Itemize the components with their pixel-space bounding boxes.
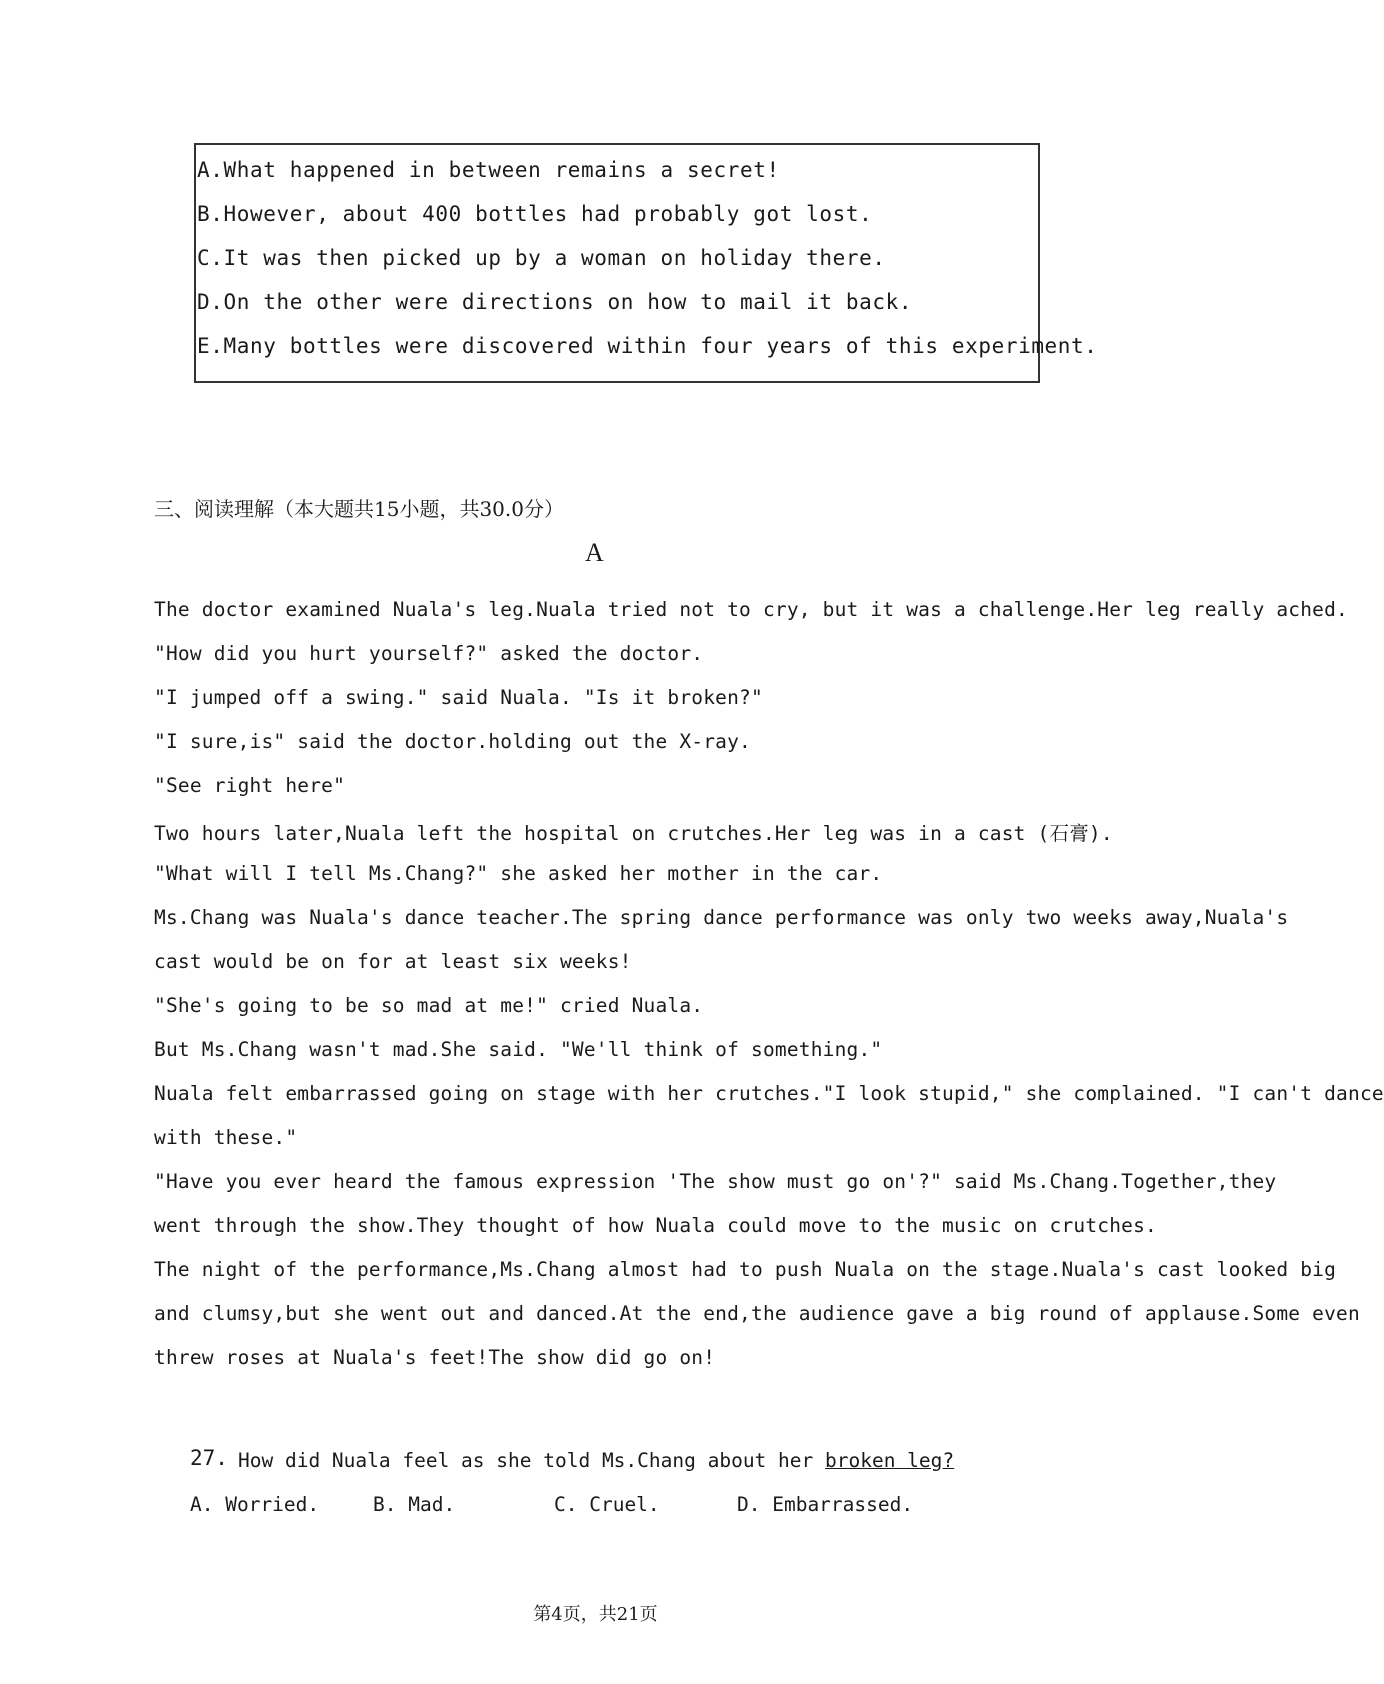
- passage-line: with these.": [154, 1126, 298, 1149]
- options-box: [194, 143, 1098, 383]
- passage-line: Nuala felt embarrassed going on stage with her crutches."I look stupid," she complained. "I can't dance: [154, 1082, 1384, 1105]
- question-text: [238, 1449, 954, 1472]
- passage-line: threw roses at Nuala's feet!The show did go on!: [154, 1346, 716, 1369]
- choice-b[interactable]: B. Mad.: [373, 1493, 456, 1516]
- passage-line: "She's going to be so mad at me!" cried Nuala.: [154, 994, 704, 1017]
- choice-d[interactable]: D. Embarrassed.: [737, 1493, 914, 1516]
- passage-line: But Ms.Chang wasn't mad.She said. "We'll think of something.": [154, 1038, 883, 1061]
- passage-line: The doctor examined Nuala's leg.Nuala tried not to cry, but it was a challenge.Her leg really ached.: [154, 598, 1348, 621]
- passage-line: "How did you hurt yourself?" asked the doctor.: [154, 642, 704, 665]
- option-c: C.It was then picked up by a woman on holiday there.: [197, 246, 886, 270]
- question-stem: How did Nuala feel as she told Ms.Chang about her: [238, 1449, 825, 1472]
- passage-line: Two hours later,Nuala left the hospital on crutches.Her leg was in a cast (石膏).: [154, 822, 1113, 845]
- passage-line: "I sure,is" said the doctor.holding out the X-ray.: [154, 730, 751, 753]
- option-a: A.What happened in between remains a secret!: [197, 158, 780, 182]
- question-number: 27.: [190, 1446, 228, 1470]
- passage-line: cast would be on for at least six weeks!: [154, 950, 632, 973]
- choice-c[interactable]: C. Cruel.: [554, 1493, 660, 1516]
- passage-line: and clumsy,but she went out and danced.At the end,the audience gave a big round of applause.Some even: [154, 1302, 1360, 1325]
- passage-line: The night of the performance,Ms.Chang almost had to push Nuala on the stage.Nuala's cast looked big: [154, 1258, 1337, 1281]
- choice-a[interactable]: A. Worried.: [190, 1493, 320, 1516]
- passage-line: Ms.Chang was Nuala's dance teacher.The spring dance performance was only two weeks away,Nuala's: [154, 906, 1289, 929]
- passage-line: "See right here": [154, 774, 346, 797]
- passage-line: "I jumped off a swing." said Nuala. "Is it broken?": [154, 686, 763, 709]
- option-d: D.On the other were directions on how to mail it back.: [197, 290, 913, 314]
- passage-line: went through the show.They thought of how Nuala could move to the music on crutches.: [154, 1214, 1157, 1237]
- passage-line: "What will I tell Ms.Chang?" she asked her mother in the car.: [154, 862, 883, 885]
- page-footer: 第4页，共21页: [533, 1604, 658, 1625]
- question-underlined: broken leg?: [825, 1449, 955, 1472]
- passage-title: A: [585, 538, 604, 567]
- option-b: B.However, about 400 bottles had probably got lost.: [197, 202, 873, 226]
- option-e: E.Many bottles were discovered within four years of this experiment.: [197, 334, 1098, 358]
- passage-line: "Have you ever heard the famous expression 'The show must go on'?" said Ms.Chang.Together,they: [154, 1170, 1277, 1193]
- section-heading: 三、阅读理解（本大题共15小题，共30.0分）: [154, 497, 564, 521]
